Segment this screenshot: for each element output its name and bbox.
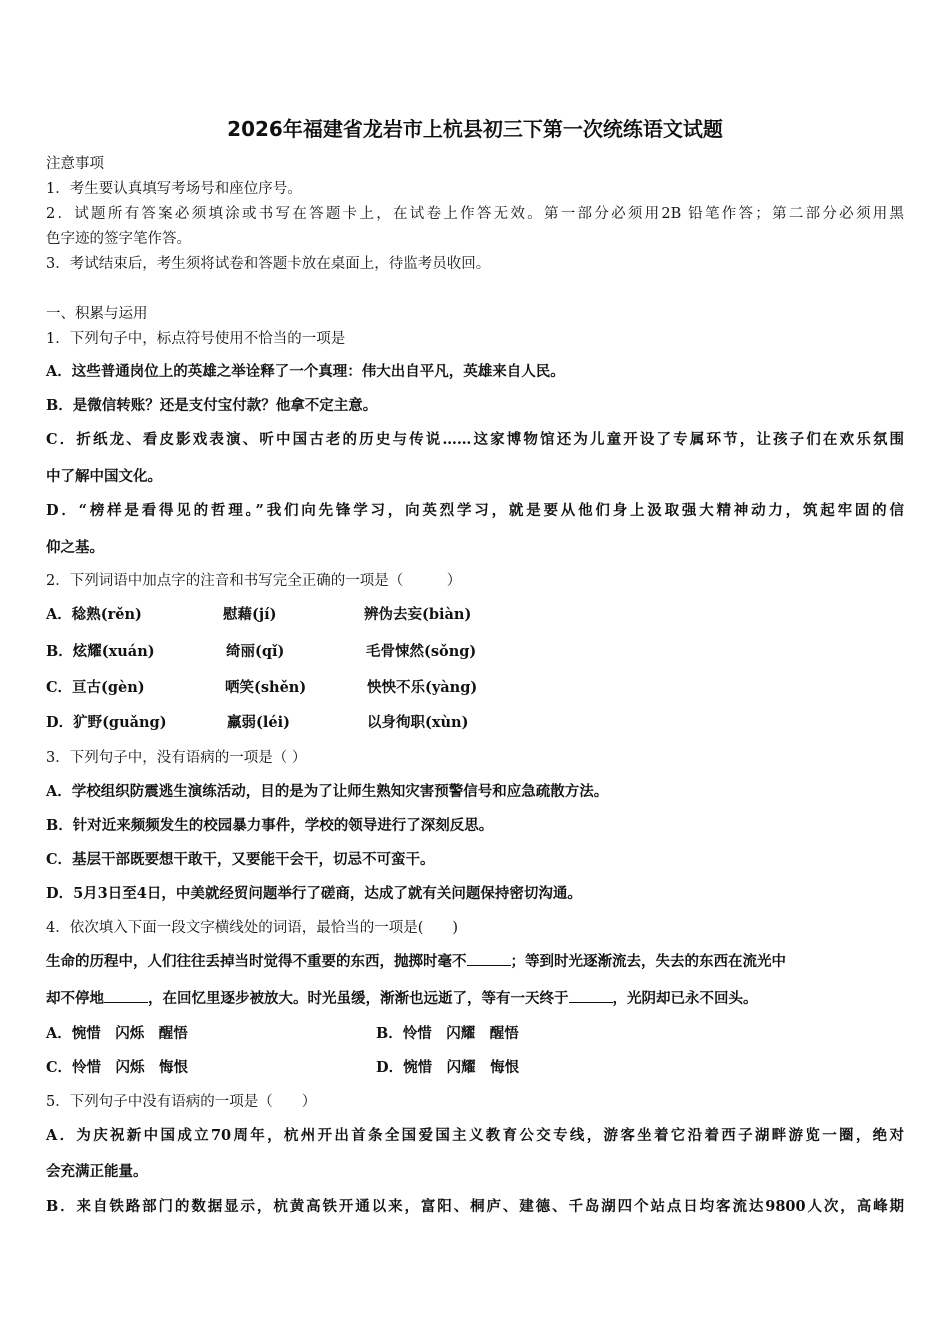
- q3-option-c: C．基层干部既要想干敢干，又要能干会干，切忌不可蛮干。: [46, 851, 435, 868]
- page-title: 2026年福建省龙岩市上杭县初三下第一次统练语文试题: [227, 117, 723, 141]
- q3-option-b: B．针对近来频频发生的校园暴力事件，学校的领导进行了深刻反思。: [46, 817, 494, 834]
- notice-item: 色字迹的签字笔作答。: [46, 231, 191, 247]
- q2-option-b-word3: 毛骨悚然(sǒng): [366, 643, 477, 660]
- q2-option-c-word1: C．亘古(gèn): [46, 679, 145, 696]
- blank-line: [569, 990, 613, 1003]
- q4-passage-text: ，在回忆里逐步被放大。时光虽缓，渐渐也远逝了，等有一天终于: [148, 990, 569, 1007]
- q3-option-d: D．5月3日至4日，中美就经贸问题举行了磋商，达成了就有关问题保持密切沟通。: [46, 885, 582, 902]
- q4-stem: 4．依次填入下面一段文字横线处的词语，最恰当的一项是( ): [46, 920, 459, 936]
- q2-option-d-word3: 以身徇职(xùn): [367, 714, 469, 731]
- q1-stem: 1．下列句子中，标点符号使用不恰当的一项是: [46, 331, 346, 347]
- notice-item: 3．考试结束后，考生须将试卷和答题卡放在桌面上，待监考员收回。: [46, 256, 491, 272]
- q5-option-b: B．来自铁路部门的数据显示，杭黄高铁开通以来，富阳、桐庐、建德、千岛湖四个站点日均客流达9800人次，高峰期: [46, 1198, 904, 1215]
- q4-passage-text: ，光阴却已永不回头。: [612, 990, 758, 1007]
- q1-option-d-cont: 仰之基。: [46, 539, 104, 556]
- q3-option-a: A．学校组织防震逃生演练活动，目的是为了让师生熟知灾害预警信号和应急疏散方法。: [46, 783, 609, 800]
- q2-option-c-word2: 哂笑(shěn): [225, 679, 307, 696]
- q1-option-a: A．这些普通岗位上的英雄之举诠释了一个真理：伟大出自平凡，英雄来自人民。: [46, 363, 565, 380]
- q4-passage-text: 生命的历程中，人们往往丢掉当时觉得不重要的东西，抛掷时毫不: [46, 953, 467, 970]
- q2-option-c-word3: 怏怏不乐(yàng): [367, 679, 478, 696]
- q2-option-a-word2: 慰藉(jí): [223, 606, 277, 623]
- q2-option-d-word2: 羸弱(léi): [227, 714, 290, 731]
- q4-passage-text: ；等到时光逐渐流去，失去的东西在流光中: [510, 953, 786, 970]
- blank-line: [467, 953, 511, 966]
- q2-stem: 2．下列词语中加点字的注音和书写完全正确的一项是（ ）: [46, 573, 462, 589]
- q4-passage-line2: [46, 987, 758, 1008]
- q4-option-c: C．怜惜 闪烁 悔恨: [46, 1059, 189, 1076]
- q4-passage-text: 却不停地: [46, 990, 104, 1007]
- q2-option-b-word2: 绮丽(qǐ): [226, 643, 285, 660]
- notice-item: 2．试题所有答案必须填涂或书写在答题卡上，在试卷上作答无效。第一部分必须用2B 铅笔作答；第二部分必须用黑: [46, 206, 904, 222]
- q1-option-d: D．“榜样是看得见的哲理。”我们向先锋学习，向英烈学习，就是要从他们身上汲取强大精神动力，筑起牢固的信: [46, 502, 904, 519]
- q5-option-a-cont: 会充满正能量。: [46, 1163, 148, 1180]
- q2-option-b-word1: B．炫耀(xuán): [46, 643, 155, 660]
- q4-option-a: A．惋惜 闪烁 醒悟: [46, 1025, 188, 1042]
- notice-item: 1．考生要认真填写考场号和座位序号。: [46, 181, 302, 197]
- q5-option-a: A．为庆祝新中国成立70周年，杭州开出首条全国爱国主义教育公交专线，游客坐着它沿着西子湖畔游览一圈，绝对: [46, 1127, 904, 1144]
- q2-option-d-word1: D．犷野(guǎng): [46, 714, 167, 731]
- q4-option-d: D．惋惜 闪耀 悔恨: [376, 1059, 520, 1076]
- blank-line: [104, 990, 148, 1003]
- section-heading: 一、积累与运用: [46, 306, 148, 322]
- q1-option-b: B．是微信转账？还是支付宝付款？他拿不定主意。: [46, 397, 378, 414]
- q1-option-c: C．折纸龙、看皮影戏表演、听中国古老的历史与传说……这家博物馆还为儿童开设了专属环节，让孩子们在欢乐氛围: [46, 431, 904, 448]
- q4-passage-line1: [46, 950, 786, 971]
- q5-stem: 5．下列句子中没有语病的一项是（ ）: [46, 1094, 317, 1110]
- notice-heading: 注意事项: [46, 156, 104, 172]
- q2-option-a-word3: 辨伪去妄(biàn): [364, 606, 472, 623]
- q4-option-b: B．怜惜 闪耀 醒悟: [376, 1025, 519, 1042]
- q3-stem: 3．下列句子中，没有语病的一项是（ ）: [46, 750, 307, 766]
- q1-option-c-cont: 中了解中国文化。: [46, 468, 162, 485]
- q2-option-a-word1: A．稔熟(rěn): [46, 606, 142, 623]
